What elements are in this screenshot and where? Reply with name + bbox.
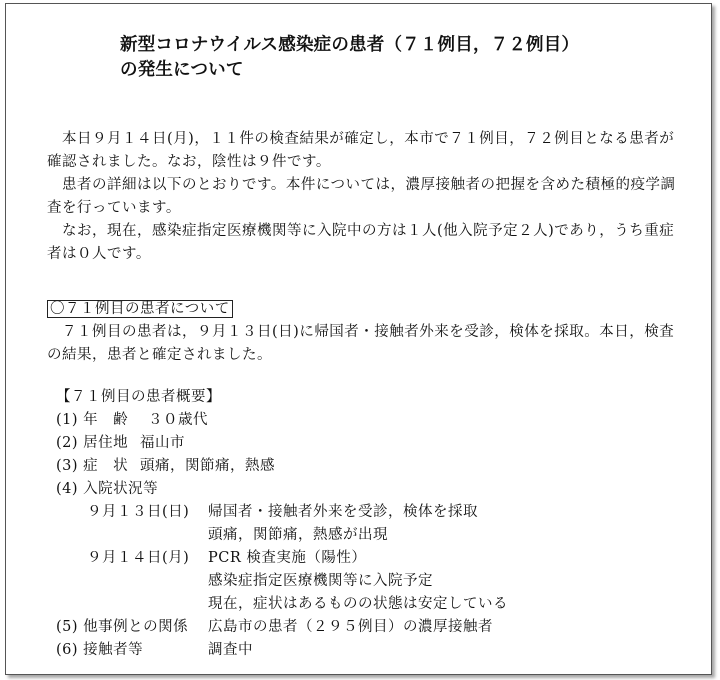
date-2: ９月１４日(月) bbox=[87, 550, 190, 566]
relation-label: (5) 他事例との関係 bbox=[56, 619, 189, 635]
contacts-value: 調査中 bbox=[208, 642, 253, 658]
contacts-label: (6) 接触者等 bbox=[56, 642, 144, 658]
case-body-line-1: ７１例目の患者は，９月１３日(日)に帰国者・接触者外来を受診，検体を採取。本日，検査 bbox=[62, 324, 675, 340]
case-heading bbox=[47, 298, 233, 321]
intro-p2-line-2: 査を行っています。 bbox=[47, 200, 181, 216]
title-line-1: 新型コロナウイルス感染症の患者（７１例目，７２例目） bbox=[120, 35, 580, 55]
date-2-line-1: PCR 検査実施（陽性） bbox=[208, 550, 367, 566]
symptoms-value: 頭痛，関節痛，熱感 bbox=[140, 458, 275, 474]
document-title bbox=[120, 33, 579, 83]
intro-p2-line-1: 患者の詳細は以下のとおりです。本件については，濃厚接触者の把握を含めた積極的疫学調 bbox=[62, 177, 676, 193]
date-2-line-3: 現在，症状はあるものの状態は安定している bbox=[208, 596, 508, 612]
intro-p1-line-2: 確認されました。なお，陰性は９件です。 bbox=[47, 154, 331, 170]
age-value: ３０歳代 bbox=[148, 412, 208, 428]
symptoms-label: (3) 症 状 bbox=[56, 458, 129, 474]
date-1-line-1: 帰国者・接触者外来を受診，検体を採取 bbox=[208, 504, 478, 520]
date-2-line-2: 感染症指定医療機関等に入院予定 bbox=[208, 573, 433, 589]
intro-p3-line-2: 者は０人です。 bbox=[47, 246, 151, 262]
case-body-line-2: の結果，患者と確定されました。 bbox=[47, 347, 272, 363]
relation-value: 広島市の患者（２９５例目）の濃厚接触者 bbox=[208, 619, 493, 635]
residence-label: (2) 居住地 bbox=[56, 435, 129, 451]
residence-value: 福山市 bbox=[140, 435, 185, 451]
date-1-line-2: 頭痛，関節痛，熱感が出現 bbox=[208, 527, 388, 543]
intro-p3-line-1: なお，現在，感染症指定医療機関等に入院中の方は１人(他入院予定２人)であり，うち重症 bbox=[62, 223, 675, 239]
date-1: ９月１３日(日) bbox=[87, 504, 190, 520]
title-line-2: の発生について bbox=[120, 60, 244, 80]
case-heading-box: 〇７１例目の患者について bbox=[47, 300, 233, 318]
intro-p1-line-1: 本日９月１４日(月)，１１件の検査結果が確定し，本市で７１例目，７２例目となる患者が bbox=[62, 131, 675, 147]
age-label: (1) 年 齢 bbox=[56, 412, 129, 428]
summary-heading: 【７１例目の患者概要】 bbox=[56, 389, 221, 405]
admission-label: (4) 入院状況等 bbox=[56, 481, 159, 497]
